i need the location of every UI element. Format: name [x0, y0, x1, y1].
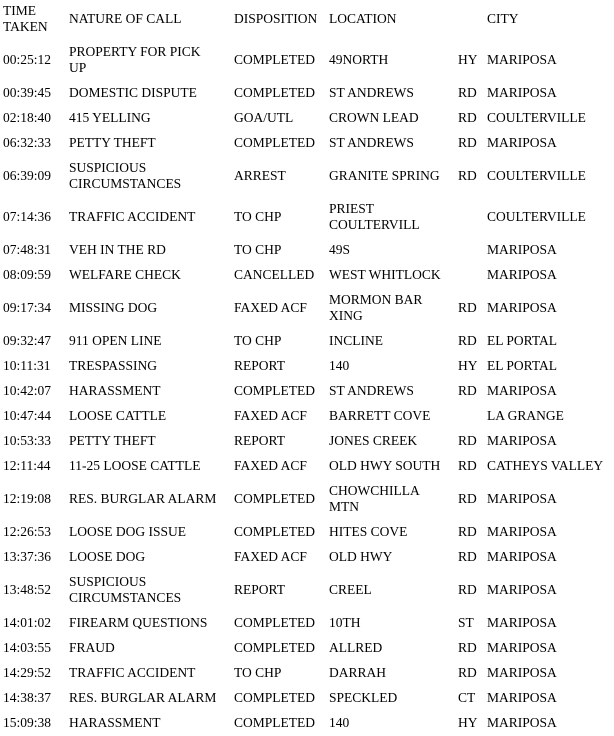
disposition-cell: REPORT	[234, 582, 285, 597]
nature-of-call-cell: HARASSMENT	[69, 715, 161, 730]
street-suffix-cell: RD	[458, 135, 477, 150]
call-time-cell: 07:14:36	[3, 209, 52, 224]
street-suffix-cell: RD	[458, 549, 477, 564]
street-suffix-cell: RD	[458, 665, 477, 680]
call-time-cell: 02:18:40	[3, 110, 52, 125]
disposition-cell: COMPLETED	[234, 524, 315, 539]
disposition-cell: FAXED ACF	[234, 458, 307, 473]
disposition-cell: ARREST	[234, 168, 286, 183]
street-suffix-cell: RD	[458, 333, 477, 348]
disposition-cell: COMPLETED	[234, 615, 315, 630]
nature-of-call-cell: FIREARM QUESTIONS	[69, 615, 208, 630]
location-cell: INCLINE	[329, 333, 383, 348]
disposition-cell: TO CHP	[234, 242, 282, 257]
location-cell: 140	[329, 358, 350, 373]
header-location: LOCATION	[329, 11, 397, 26]
call-time-cell: 13:37:36	[3, 549, 52, 564]
street-suffix-cell: RD	[458, 300, 477, 315]
city-cell: EL PORTAL	[487, 333, 557, 348]
city-cell: MARIPOSA	[487, 135, 557, 150]
street-suffix-cell: RD	[458, 524, 477, 539]
nature-of-call-cell: PETTY THEFT	[69, 433, 156, 448]
city-cell: LA GRANGE	[487, 408, 564, 423]
call-time-cell: 14:29:52	[3, 665, 52, 680]
street-suffix-cell: HY	[458, 715, 478, 730]
nature-of-call-cell: SUSPICIOUS CIRCUMSTANCES	[69, 160, 182, 191]
nature-of-call-cell: 11-25 LOOSE CATTLE	[69, 458, 201, 473]
city-cell: CATHEYS VALLEY	[487, 458, 604, 473]
location-cell: OLD HWY	[329, 549, 393, 564]
city-cell: MARIPOSA	[487, 242, 557, 257]
city-cell: MARIPOSA	[487, 549, 557, 564]
call-time-cell: 09:32:47	[3, 333, 52, 348]
disposition-cell: FAXED ACF	[234, 300, 307, 315]
location-cell: SPECKLED	[329, 690, 398, 705]
location-cell: JONES CREEK	[329, 433, 418, 448]
call-time-cell: 12:26:53	[3, 524, 52, 539]
header-nature-of-call: NATURE OF CALL	[69, 11, 182, 26]
location-cell: CROWN LEAD	[329, 110, 419, 125]
call-time-cell: 14:38:37	[3, 690, 52, 705]
location-cell: 49NORTH	[329, 52, 389, 67]
disposition-cell: REPORT	[234, 358, 285, 373]
nature-of-call-cell: MISSING DOG	[69, 300, 158, 315]
street-suffix-cell: CT	[458, 690, 476, 705]
location-cell: 10TH	[329, 615, 361, 630]
location-cell: 49S	[329, 242, 351, 257]
location-cell: CHOWCHILLA MTN	[329, 483, 420, 514]
street-suffix-cell: RD	[458, 640, 477, 655]
call-time-cell: 00:25:12	[3, 52, 52, 67]
city-cell: MARIPOSA	[487, 690, 557, 705]
call-time-cell: 06:39:09	[3, 168, 52, 183]
disposition-cell: COMPLETED	[234, 640, 315, 655]
city-cell: EL PORTAL	[487, 358, 557, 373]
nature-of-call-cell: PETTY THEFT	[69, 135, 156, 150]
street-suffix-cell: RD	[458, 433, 477, 448]
street-suffix-cell: RD	[458, 491, 477, 506]
location-cell: WEST WHITLOCK	[329, 267, 441, 282]
nature-of-call-cell: VEH IN THE RD	[69, 242, 166, 257]
location-cell: DARRAH	[329, 665, 387, 680]
location-cell: 140	[329, 715, 350, 730]
disposition-cell: GOA/UTL	[234, 110, 294, 125]
nature-of-call-cell: TRAFFIC ACCIDENT	[69, 209, 196, 224]
call-time-cell: 15:09:38	[3, 715, 52, 730]
street-suffix-cell: ST	[458, 615, 474, 630]
city-cell: MARIPOSA	[487, 383, 557, 398]
disposition-cell: TO CHP	[234, 209, 282, 224]
city-cell: MARIPOSA	[487, 433, 557, 448]
location-cell: PRIEST COULTERVILL	[329, 201, 420, 232]
city-cell: MARIPOSA	[487, 665, 557, 680]
call-time-cell: 10:42:07	[3, 383, 52, 398]
disposition-cell: COMPLETED	[234, 690, 315, 705]
city-cell: COULTERVILLE	[487, 168, 586, 183]
nature-of-call-cell: TRESPASSING	[69, 358, 158, 373]
city-cell: MARIPOSA	[487, 300, 557, 315]
nature-of-call-cell: RES. BURGLAR ALARM	[69, 690, 217, 705]
city-cell: MARIPOSA	[487, 615, 557, 630]
nature-of-call-cell: TRAFFIC ACCIDENT	[69, 665, 196, 680]
location-cell: MORMON BAR XING	[329, 292, 423, 323]
header-disposition: DISPOSITION	[234, 11, 318, 26]
call-time-cell: 10:11:31	[3, 358, 51, 373]
location-cell: HITES COVE	[329, 524, 408, 539]
disposition-cell: REPORT	[234, 433, 285, 448]
location-cell: OLD HWY SOUTH	[329, 458, 441, 473]
street-suffix-cell: RD	[458, 383, 477, 398]
call-time-cell: 08:09:59	[3, 267, 52, 282]
disposition-cell: TO CHP	[234, 333, 282, 348]
nature-of-call-cell: WELFARE CHECK	[69, 267, 181, 282]
call-time-cell: 12:19:08	[3, 491, 52, 506]
street-suffix-cell: RD	[458, 168, 477, 183]
disposition-cell: TO CHP	[234, 665, 282, 680]
location-cell: ALLRED	[329, 640, 383, 655]
call-time-cell: 10:53:33	[3, 433, 52, 448]
call-time-cell: 00:39:45	[3, 85, 52, 100]
street-suffix-cell: RD	[458, 458, 477, 473]
call-time-cell: 06:32:33	[3, 135, 52, 150]
nature-of-call-cell: HARASSMENT	[69, 383, 161, 398]
street-suffix-cell: RD	[458, 85, 477, 100]
street-suffix-cell: HY	[458, 358, 478, 373]
nature-of-call-cell: LOOSE DOG ISSUE	[69, 524, 187, 539]
disposition-cell: FAXED ACF	[234, 408, 307, 423]
disposition-cell: COMPLETED	[234, 52, 315, 67]
location-cell: ST ANDREWS	[329, 135, 414, 150]
disposition-cell: CANCELLED	[234, 267, 315, 282]
call-time-cell: 09:17:34	[3, 300, 52, 315]
header-time-taken: TIME TAKEN	[3, 3, 48, 34]
location-cell: ST ANDREWS	[329, 85, 414, 100]
disposition-cell: COMPLETED	[234, 85, 315, 100]
city-cell: MARIPOSA	[487, 524, 557, 539]
nature-of-call-cell: SUSPICIOUS CIRCUMSTANCES	[69, 574, 182, 605]
nature-of-call-cell: LOOSE DOG	[69, 549, 146, 564]
city-cell: MARIPOSA	[487, 85, 557, 100]
city-cell: MARIPOSA	[487, 267, 557, 282]
city-cell: COULTERVILLE	[487, 209, 586, 224]
city-cell: MARIPOSA	[487, 52, 557, 67]
disposition-cell: COMPLETED	[234, 135, 315, 150]
nature-of-call-cell: 911 OPEN LINE	[69, 333, 162, 348]
call-time-cell: 07:48:31	[3, 242, 52, 257]
nature-of-call-cell: PROPERTY FOR PICK UP	[69, 44, 201, 75]
street-suffix-cell: RD	[458, 582, 477, 597]
city-cell: MARIPOSA	[487, 640, 557, 655]
header-city: CITY	[487, 11, 519, 26]
disposition-cell: COMPLETED	[234, 383, 315, 398]
city-cell: COULTERVILLE	[487, 110, 586, 125]
nature-of-call-cell: FRAUD	[69, 640, 115, 655]
city-cell: MARIPOSA	[487, 582, 557, 597]
city-cell: MARIPOSA	[487, 491, 557, 506]
location-cell: BARRETT COVE	[329, 408, 431, 423]
nature-of-call-cell: 415 YELLING	[69, 110, 151, 125]
nature-of-call-cell: LOOSE CATTLE	[69, 408, 167, 423]
call-time-cell: 14:03:55	[3, 640, 52, 655]
disposition-cell: COMPLETED	[234, 715, 315, 730]
disposition-cell: FAXED ACF	[234, 549, 307, 564]
call-time-cell: 12:11:44	[3, 458, 51, 473]
nature-of-call-cell: DOMESTIC DISPUTE	[69, 85, 197, 100]
call-time-cell: 14:01:02	[3, 615, 52, 630]
call-time-cell: 13:48:52	[3, 582, 52, 597]
location-cell: CREEL	[329, 582, 372, 597]
street-suffix-cell: HY	[458, 52, 478, 67]
street-suffix-cell: RD	[458, 110, 477, 125]
nature-of-call-cell: RES. BURGLAR ALARM	[69, 491, 217, 506]
header-row	[0, 3, 614, 37]
call-time-cell: 10:47:44	[3, 408, 52, 423]
location-cell: GRANITE SPRING	[329, 168, 440, 183]
location-cell: ST ANDREWS	[329, 383, 414, 398]
city-cell: MARIPOSA	[487, 715, 557, 730]
disposition-cell: COMPLETED	[234, 491, 315, 506]
